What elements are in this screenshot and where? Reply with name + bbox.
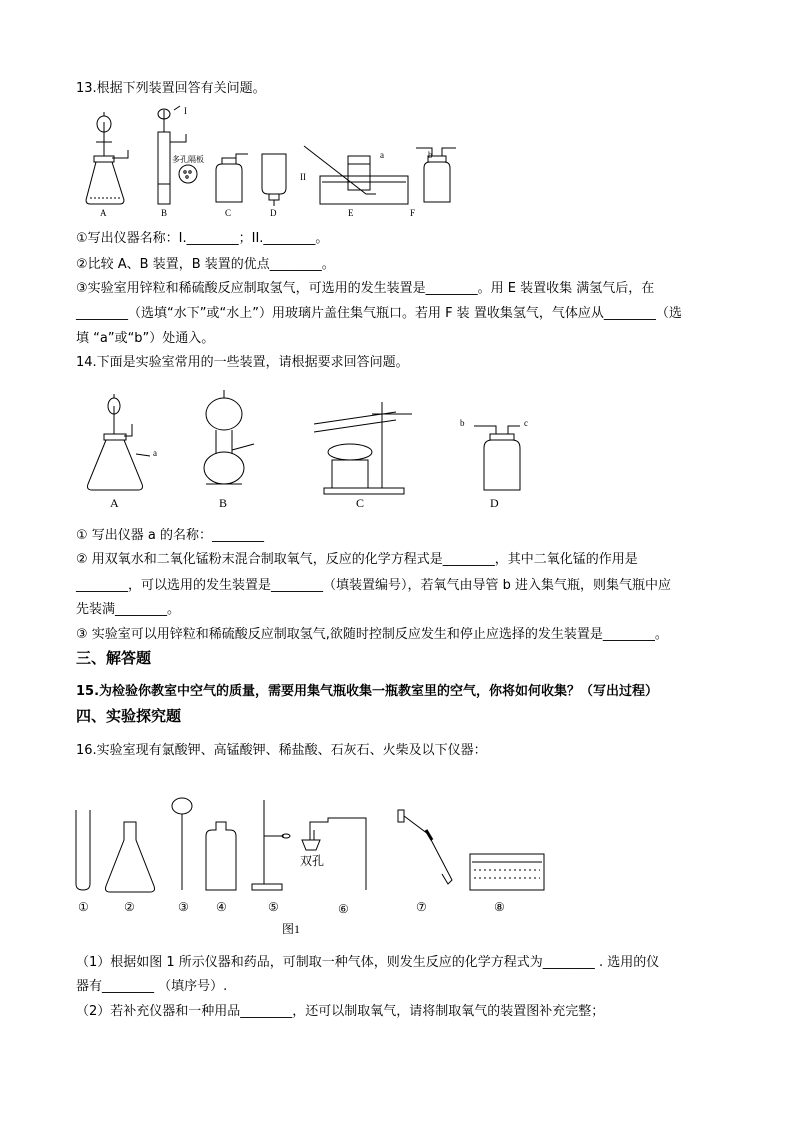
apparatus-d-icon xyxy=(262,154,286,206)
q13-label-a: A xyxy=(100,208,107,218)
apparatus-b-icon xyxy=(204,390,254,484)
q16-label-2: ② xyxy=(124,900,135,914)
q16-label-6: ⑥ xyxy=(338,902,349,916)
q14-figure xyxy=(76,384,546,516)
section-3-title: 三、解答题 xyxy=(76,649,152,667)
q14-sub2-line3: 先装满________。 xyxy=(76,602,181,617)
gas-bottle-icon xyxy=(206,822,236,890)
q16-label-7: ⑦ xyxy=(416,900,427,914)
apparatus-c-icon xyxy=(314,402,412,494)
q13-label-e: E xyxy=(348,208,354,218)
long-neck-funnel-icon xyxy=(172,798,192,890)
q15-text: 15.为检验你教室中空气的质量，需要用集气瓶收集一瓶教室里的空气，你将如何收集？（写出过程） xyxy=(76,684,659,699)
conical-flask-icon xyxy=(106,822,155,892)
q16-figure xyxy=(76,800,556,936)
q14-label-d: D xyxy=(490,496,499,510)
q14-label-b: B xyxy=(219,496,228,510)
apparatus-d-icon xyxy=(474,426,520,490)
q14-stem: 14.下面是实验室常用的一些装置，请根据要求回答问题。 xyxy=(76,355,409,370)
q14-sub2-line2: ________，可以选用的发生装置是________（填装置编号），若氧气由导管 b 进入集气瓶，则集气瓶中应 xyxy=(76,578,672,593)
q13-mark-i: I xyxy=(184,106,187,116)
apparatus-c-icon xyxy=(216,154,248,202)
q16-stem: 16.实验室现有氯酸钾、高锰酸钾、稀盐酸、石灰石、火柴及以下仪器： xyxy=(76,743,487,758)
apparatus-e-icon xyxy=(304,146,408,204)
q14-mark-c: c xyxy=(524,418,528,428)
q13-label-f: F xyxy=(410,208,416,218)
q14-sub1: ① 写出仪器 a 的名称：________ xyxy=(76,528,265,543)
water-trough-icon xyxy=(470,854,544,890)
apparatus-a-icon xyxy=(88,394,151,490)
q13-stem: 13.根据下列装置回答有关问题。 xyxy=(76,81,266,96)
apparatus-a-icon xyxy=(86,112,128,204)
q13-mark-b: b xyxy=(428,150,433,160)
q13-porous-plate-label: 多孔隔板 xyxy=(172,155,204,164)
q13-label-c: C xyxy=(225,208,232,218)
q14-sub2-line1: ② 用双氧水和二氧化锰粉末混合制取氧气，反应的化学方程式是________，其中二氧化锰的作用是 xyxy=(76,552,638,567)
q16-label-5: ⑤ xyxy=(268,900,279,914)
q13-mark-a: a xyxy=(380,150,384,160)
q13-sub2: ②比较 A、B 装置，B 装置的优点________。 xyxy=(76,257,335,272)
q13-sub3-line2: ________（选填“水下”或“水上”）用玻璃片盖住集气瓶口。若用 F 装 置收集氢气，气体应从________（选 xyxy=(76,306,682,321)
q13-mark-ii: II xyxy=(300,172,306,182)
q14-apparatus-drawing xyxy=(76,384,546,516)
q13-label-d: D xyxy=(270,208,277,218)
figure-1-caption: 图1 xyxy=(282,922,301,936)
iron-stand-icon xyxy=(252,800,290,890)
q13-sub3-line1: ③实验室用锌粒和稀硫酸反应制取氢气，可选用的发生装置是________。用 E 装置收集 满氢气后，在 xyxy=(76,281,655,296)
q13-apparatus-drawing xyxy=(76,102,446,220)
delivery-tube-icon xyxy=(398,810,452,884)
q13-figure xyxy=(76,102,446,220)
q13-sub3-line3: 填 “a”或“b”）处通入。 xyxy=(76,331,215,346)
q16-label-4: ④ xyxy=(216,900,227,914)
q14-mark-b: b xyxy=(460,418,465,428)
double-hole-label: 双孔 xyxy=(300,854,325,868)
section-4-title: 四、实验探究题 xyxy=(76,707,182,725)
q14-label-a: A xyxy=(110,496,119,510)
q16-label-8: ⑧ xyxy=(494,900,505,914)
q14-label-c: C xyxy=(356,496,365,510)
q16-part1-line2: 器有________ （填序号）. xyxy=(76,979,228,994)
q14-mark-a: a xyxy=(153,448,157,458)
q13-label-b: B xyxy=(161,208,168,218)
test-tube-icon xyxy=(76,810,90,890)
q16-label-1: ① xyxy=(78,900,89,914)
q14-sub3: ③ 实验室可以用锌粒和稀硫酸反应制取氢气,欲随时控制反应发生和停止应选择的发生装置是________。 xyxy=(76,627,668,642)
q16-part2: （2）若补充仪器和一种用品________，还可以制取氧气，请将制取氧气的装置图补充完整； xyxy=(76,1004,605,1019)
q16-label-3: ③ xyxy=(178,900,189,914)
q13-sub1: ①写出仪器名称：I.________；II.________。 xyxy=(76,231,329,246)
q16-part1-line1: （1）根据如图 1 所示仪器和药品，可制取一种气体，则发生反应的化学方程式为________ . 选用的仪 xyxy=(76,955,660,970)
apparatus-f-icon xyxy=(416,148,456,202)
